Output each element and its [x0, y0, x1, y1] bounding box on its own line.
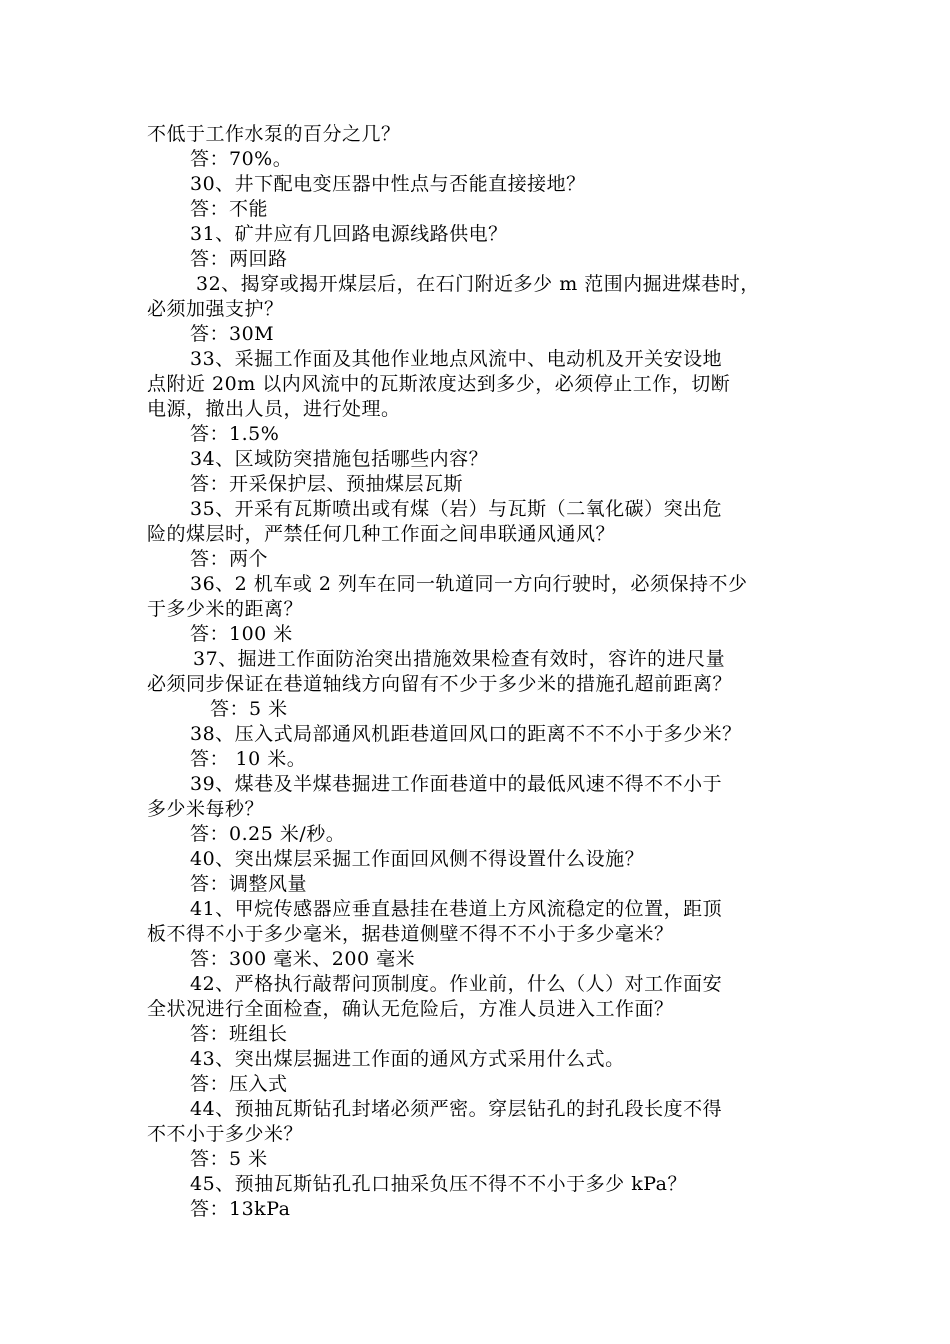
answer-line: 答：13kPa	[190, 1198, 291, 1220]
question-line: 33、采掘工作面及其他作业地点风流中、电动机及开关安设地	[190, 348, 723, 370]
question-line: 37、掘进工作面防治突出措施效果检查有效时，容许的进尺量	[193, 648, 726, 670]
question-line: 43、突出煤层掘进工作面的通风方式采用什么式。	[190, 1048, 625, 1070]
question-line: 点附近 20m 以内风流中的瓦斯浓度达到多少，必须停止工作，切断	[147, 373, 731, 395]
question-line: 不不小于多少米？	[147, 1123, 304, 1145]
answer-line: 答：0.25 米/秒。	[190, 823, 346, 845]
question-line: 于多少米的距离？	[147, 598, 304, 620]
answer-line: 答： 10 米。	[190, 748, 307, 770]
question-line: 36、2 机车或 2 列车在同一轨道同一方向行驶时，必须保持不少	[190, 573, 748, 595]
answer-line: 答：不能	[190, 198, 269, 220]
question-line: 34、区域防突措施包括哪些内容？	[190, 448, 489, 470]
question-line: 全状况进行全面检查，确认无危险后，方准人员进入工作面？	[147, 998, 674, 1020]
answer-line: 答：300 毫米、200 毫米	[190, 948, 416, 970]
question-line: 31、矿井应有几回路电源线路供电？	[190, 223, 508, 245]
answer-line: 答：两回路	[190, 248, 288, 270]
question-line: 38、压入式局部通风机距巷道回风口的距离不不不小于多少米？	[190, 723, 742, 745]
answer-line: 答：5 米	[190, 1148, 268, 1170]
question-line: 42、严格执行敲帮问顶制度。作业前，什么（人）对工作面安	[190, 973, 723, 995]
question-line: 41、甲烷传感器应垂直悬挂在巷道上方风流稳定的位置，距顶	[190, 898, 723, 920]
question-line: 40、突出煤层采掘工作面回风侧不得设置什么设施？	[190, 848, 645, 870]
question-line: 39、煤巷及半煤巷掘进工作面巷道中的最低风速不得不不小于	[190, 773, 723, 795]
question-line: 多少米每秒？	[147, 798, 265, 820]
answer-line: 答：30M	[190, 323, 275, 345]
answer-line: 答：1.5%	[190, 423, 280, 445]
answer-line: 答：两个	[190, 548, 269, 570]
question-line: 32、揭穿或揭开煤层后，在石门附近多少 m 范围内掘进煤巷时，	[196, 273, 760, 295]
question-line: 险的煤层时，严禁任何几种工作面之间串联通风通风？	[147, 523, 616, 545]
answer-line: 答：70%。	[190, 148, 293, 170]
question-line: 30、井下配电变压器中性点与否能直接接地？	[190, 173, 586, 195]
question-line: 35、开采有瓦斯喷出或有煤（岩）与瓦斯（二氧化碳）突出危	[190, 498, 723, 520]
answer-line: 答：100 米	[190, 623, 293, 645]
answer-line: 答：班组长	[190, 1023, 288, 1045]
answer-line: 答：压入式	[190, 1073, 288, 1095]
question-line: 45、预抽瓦斯钻孔孔口抽采负压不得不不小于多少 kPa？	[190, 1173, 687, 1195]
answer-line: 答：调整风量	[190, 873, 308, 895]
answer-line: 答：开采保护层、预抽煤层瓦斯	[190, 473, 464, 495]
question-line: 44、预抽瓦斯钻孔封堵必须严密。穿层钻孔的封孔段长度不得	[190, 1098, 723, 1120]
question-line: 必须加强支护？	[147, 298, 284, 320]
question-line: 必须同步保证在巷道轴线方向留有不少于多少米的措施孔超前距离？	[147, 673, 733, 695]
question-line: 电源，撤出人员，进行处理。	[147, 398, 401, 420]
text-line: 不低于工作水泵的百分之几？	[147, 123, 401, 145]
question-line: 板不得不小于多少毫米，据巷道侧壁不得不不小于多少毫米？	[147, 923, 674, 945]
answer-line: 答：5 米	[210, 698, 288, 720]
